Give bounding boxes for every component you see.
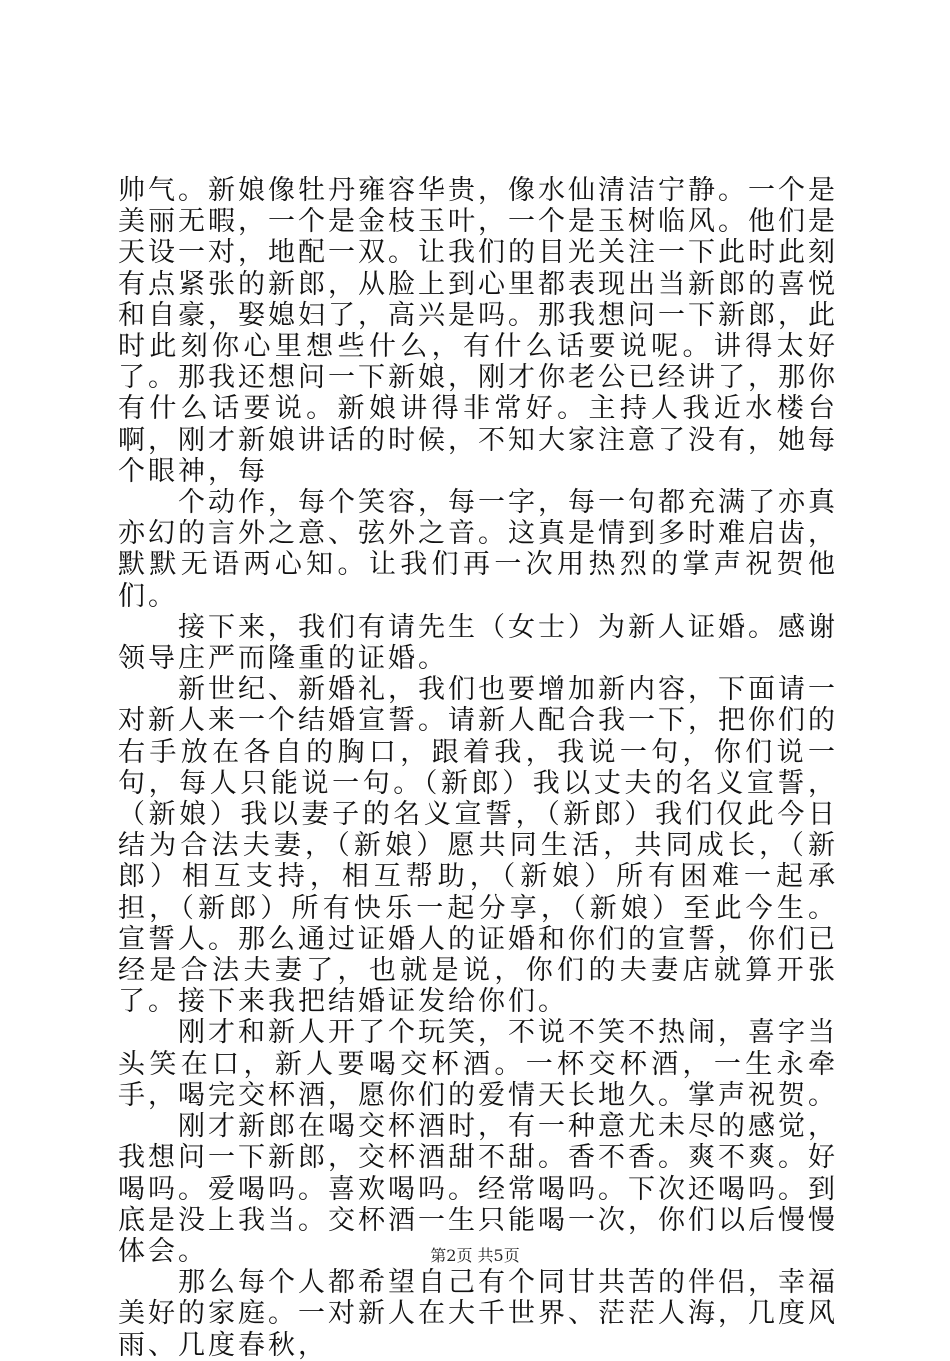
- paragraph-companion: 那么每个人都希望自己有个同甘共苦的伴侣，幸福美好的家庭。一对新人在大千世界、茫茫人海，几度风雨、几度春秋，: [118, 1267, 838, 1361]
- paragraph-wine-toast: 刚才和新人开了个玩笑，不说不笑不热闹，喜字当头笑在口，新人要喝交杯酒。一杯交杯酒，一生永牵手，喝完交杯酒，愿你们的爱情天长地久。掌声祝贺。: [118, 1017, 838, 1111]
- paragraph-officiant: 接下来，我们有请先生（女士）为新人证婚。感谢领导庄严而隆重的证婚。: [118, 611, 838, 675]
- page-number-footer: 第2页 共5页: [430, 1246, 520, 1265]
- paragraph-continuation: 帅气。新娘像牡丹雍容华贵，像水仙清洁宁静。一个是美丽无暇，一个是金枝玉叶，一个是玉树临风。他们是天设一对，地配一双。让我们的目光关注一下此时此刻有点紧张的新郎，从脸上到心里都表现出当新郎的喜悦和自豪，娶媳妇了，高兴是吗。那我想问一下新郎，此时此刻你心里想些什么，有什么话要说呢。讲得太好了。那我还想问一下新娘，刚才你老公已经讲了，那你有什么话要说。新娘讲得非常好。主持人我近水楼台啊，刚才新娘讲话的时候，不知大家注意了没有，她每个眼神，每: [118, 175, 838, 487]
- paragraph-closing-praise: 个动作，每个笑容，每一字，每一句都充满了亦真亦幻的言外之意、弦外之音。这真是情到多时难启齿，默默无语两心知。让我们再一次用热烈的掌声祝贺他们。: [118, 487, 838, 612]
- document-body: [118, 175, 838, 1361]
- paragraph-wine-questions: 刚才新郎在喝交杯酒时，有一种意尤未尽的感觉，我想问一下新郎，交杯酒甜不甜。香不香。爽不爽。好喝吗。爱喝吗。喜欢喝吗。经常喝吗。下次还喝吗。到底是没上我当。交杯酒一生只能喝一次，你们以后慢慢体会。: [118, 1111, 838, 1267]
- paragraph-vows: 新世纪、新婚礼，我们也要增加新内容，下面请一对新人来一个结婚宣誓。请新人配合我一下，把你们的右手放在各自的胸口，跟着我，我说一句，你们说一句，每人只能说一句。（新郎）我以丈夫的名义宣誓，（新娘）我以妻子的名义宣誓，（新郎）我们仅此今日结为合法夫妻，（新娘）愿共同生活，共同成长，（新郎）相互支持，相互帮助，（新娘）所有困难一起承担，（新郎）所有快乐一起分享，（新娘）至此今生。宣誓人。那么通过证婚人的证婚和你们的宣誓，你们已经是合法夫妻了，也就是说，你们的夫妻店就算开张了。接下来我把结婚证发给你们。: [118, 674, 838, 1018]
